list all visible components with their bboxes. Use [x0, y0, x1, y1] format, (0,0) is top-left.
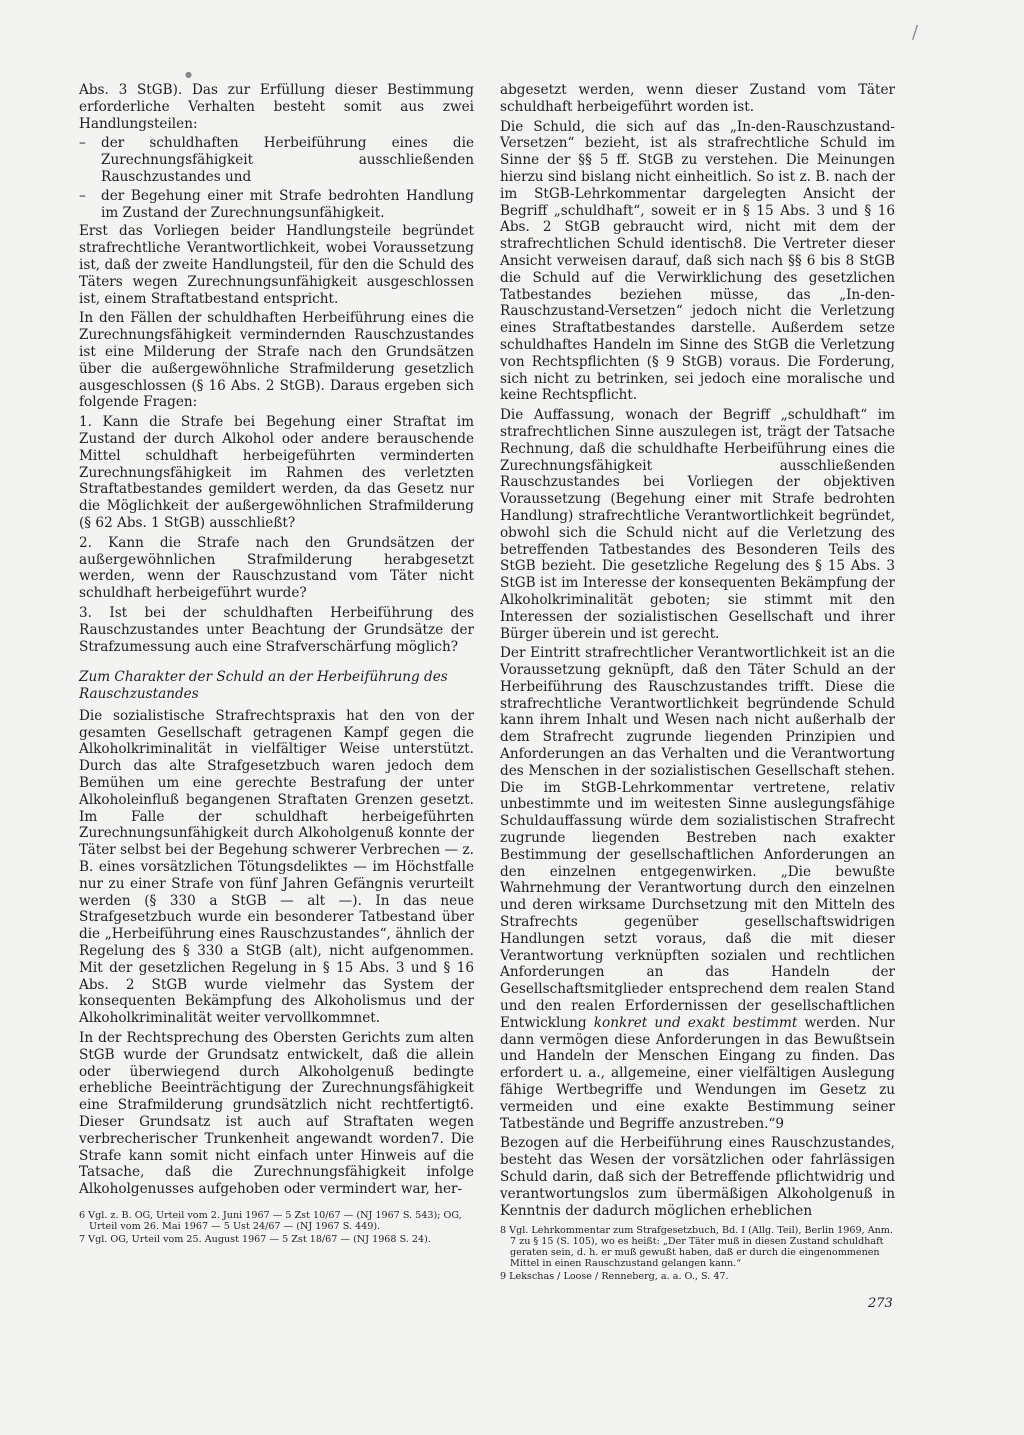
- question-1: 1. Kann die Strafe bei Begehung einer Straftat im Zustand der durch Alkohol oder andere berauschende Mittel schuldhaft herbeigeführten verminderten Zurechnungsfähigkeit im Rahmen des verletzten Straftatbestandes gemildert werden, da das Gesetz nur die Möglichkeit der außergewöhnlichen Strafmilderung (§ 62 Abs. 1 StGB) ausschließt?: [79, 414, 474, 531]
- footnote-7: 7 Vgl. OG, Urteil vom 25. August 1967 — 5 Zst 18/67 — (NJ 1968 S. 24).: [79, 1234, 431, 1245]
- question-3: 3. Ist bei der schuldhaften Herbeiführung des Rauschzustandes unter Beachtung der Grundsätze der Strafzumessung auch eine Strafverschärfung möglich?: [79, 604, 474, 655]
- emphasis-text: konkret und exakt bestimmt: [593, 1014, 798, 1031]
- right-column: [500, 82, 895, 1284]
- footnote-8: 8 Vgl. Lehrkommentar zum Strafgesetzbuch, Bd. I (Allg. Teil), Berlin 1969, Anm. 7 zu § 15 (S. 105), wo es heißt: „Der Täter muß in diesen Zustand schuldhaft geraten sein, d. h. er muß gewußt haben, daß er durch die eingenommenen Mittel in einen Rauschzustand gelangen kann.“: [500, 1225, 893, 1270]
- paragraph: In den Fällen der schuldhaften Herbeiführung eines die Zurechnungsfähigkeit vermindernden Rauschzustandes ist eine Milderung der Strafe nach den Grundsätzen über die außergewöhnliche Strafmilderung gesetzlich ausgeschlossen (§ 16 Abs. 2 StGB). Daraus ergeben sich folgende Fragen:: [79, 310, 474, 411]
- dash-item-text: der schuldhaften Herbeiführung eines die Zurechnungsfähigkeit ausschließenden Rauschzustandes und: [101, 135, 474, 185]
- paragraph: abgesetzt werden, wenn dieser Zustand vom Täter schuldhaft herbeigeführt worden ist.: [500, 82, 895, 115]
- scan-mark: ●: [185, 70, 192, 79]
- footnote-9: 9 Lekschas / Loose / Renneberg, a. a. O., S. 47.: [500, 1271, 729, 1283]
- intro-paragraph: Abs. 3 StGB). Das zur Erfüllung dieser Bestimmung erforderliche Verhalten besteht somit aus zwei Handlungsteilen:: [79, 82, 474, 132]
- quote-tail: werden. Nur dann vermögen diese Anforderungen in das Bewußtsein und Handeln der Menschen Eingang zu finden. Das erfordert u. a., allgemeine, einer vielfältigen Auslegung fähige Wertbegriffe und Wendungen im Gesetz zu vermeiden und eine exakte Bestimmung seiner Tatbestände und Begriffe anzustreben.“9: [500, 1014, 895, 1132]
- page-number: 273: [868, 1296, 893, 1311]
- scan-mark: /: [912, 22, 919, 43]
- dash-item: – der schuldhaften Herbeiführung eines die Zurechnungsfähigkeit ausschließenden Rauschzustandes und: [79, 135, 474, 185]
- left-column: [79, 82, 474, 1247]
- question-2: 2. Kann die Strafe nach den Grundsätzen der außergewöhnlichen Strafmilderung herabgesetzt werden, wenn der Rauschzustand vom Täter nicht schuldhaft herbeigeführt wurde?: [79, 534, 474, 602]
- dash-item: – der Begehung einer mit Strafe bedrohten Handlung im Zustand der Zurechnungsunfähigkeit.: [79, 187, 474, 221]
- dash-item-text: der Begehung einer mit Strafe bedrohten Handlung im Zustand der Zurechnungsunfähigkeit.: [101, 187, 474, 221]
- paragraph: In der Rechtsprechung des Obersten Gerichts zum alten StGB wurde der Grundsatz entwickelt, daß die allein oder überwiegend durch Alkoholgenuß bedingte erhebliche Beeinträchtigung der Zurechnungsfähigkeit eine Strafmilderung grundsätzlich nicht rechtfertigt6. Dieser Grundsatz ist auch auf Straftaten wegen verbrecherischer Trunkenheit angewandt worden7. Die Strafe kann somit nicht einfach unter Hinweis auf die Tatsache, daß die Zurechnungsfähigkeit infolge Alkoholgenusses aufgehoben oder vermindert war, her-: [79, 1030, 474, 1198]
- paragraph: Die Schuld, die sich auf das „In-den-Rauschzustand-Versetzen“ bezieht, ist als strafrechtliche Schuld im Sinne der §§ 5 ff. StGB zu verstehen. Die Meinungen hierzu sind bislang nicht einheitlich. So ist z. B. nach der im StGB-Lehrkommentar dargelegten Ansicht der Begriff „schuldhaft“, soweit er in § 15 Abs. 3 und § 16 Abs. 2 StGB gebraucht wird, nicht mit dem der strafrechtlichen Schuld identisch8. Die Vertreter dieser Ansicht verweisen darauf, daß sich nach §§ 6 bis 8 StGB die Schuld auf die Verwirklichung des gesetzlichen Tatbestandes beziehen müsse, das „In-den-Rauschzustand-Versetzen“ jedoch nicht die Verletzung eines Straftatbestandes darstelle. Außerdem setze schuldhaftes Handeln im Sinne des StGB die Verletzung von Rechtspflichten (§ 9 StGB) voraus. Die Forderung, sich nicht zu betrinken, sei jedoch eine moralische und keine Rechtspflicht.: [500, 118, 895, 404]
- paragraph: Bezogen auf die Herbeiführung eines Rauschzustandes, besteht das Wesen der vorsätzlichen oder fahrlässigen Schuld darin, daß sich der Betreffende pflichtwidrig und verantwortungslos zum übermäßigen Alkoholgenuß in Kenntnis der dadurch möglichen erheblichen: [500, 1135, 895, 1219]
- quote-text: Der Eintritt strafrechtlicher Verantwortlichkeit ist an die Voraussetzung geknüpft, daß den Täter Schuld an der Herbeiführung des Rauschzustandes trifft. Diese die strafrechtliche Verantwortlichkeit begründende Schuld kann ihrem Inhalt und Wesen nach nicht außerhalb der dem Strafrecht zugrunde liegenden Prinzipien und Anforderungen an das Verhalten und die Verantwortung des Menschen in der sozialistischen Gesellschaft stehen. Die im StGB-Lehrkommentar vertretene, relativ unbestimmte und im weitesten Sinne auslegungsfähige Schuldauffassung würde dem sozialistischen Strafrecht zugrunde liegenden Bestreben nach exakter Bestimmung der gesellschaftlichen Anforderungen an den einzelnen entgegenwirken. „Die bewußte Wahrnehmung der Verantwortung durch den einzelnen und deren wirksame Durchsetzung mit den Mitteln des Strafrechts gegenüber gesellschaftswidrigen Handlungen setzt voraus, daß die mit dieser Verantwortung verknüpften sozialen und rechtlichen Anforderungen an das Handeln der Gesellschaftsmitglieder entsprechend dem realen Stand und den realen Erfordernissen der gesellschaftlichen Entwicklung: [500, 645, 895, 1031]
- paragraph: Die Auffassung, wonach der Begriff „schuldhaft“ im strafrechtlichen Sinne auszulegen ist, trägt der Tatsache Rechnung, daß die schuldhafte Herbeiführung eines die Zurechnungsfähigkeit ausschließenden Rauschzustandes bei Vorliegen der objektiven Voraussetzung (Begehung einer mit Strafe bedrohten Handlung) strafrechtliche Verantwortlichkeit begründet, obwohl sich die Schuld nicht auf die Verletzung des betreffenden Tatbestandes des Besonderen Teils des StGB bezieht. Die gesetzliche Regelung des § 15 Abs. 3 StGB ist im Interesse der konsequenten Bekämpfung der Alkoholkriminalität geboten; sie stimmt mit den Interessen der sozialistischen Gesellschaft und ihrer Bürger überein und ist gerecht.: [500, 407, 895, 642]
- footnote-6: 6 Vgl. z. B. OG, Urteil vom 2. Juni 1967 — 5 Zst 10/67 — (NJ 1967 S. 543); OG, Urteil vom 26. Mai 1967 — 5 Ust 24/67 — (NJ 1967 S. 449).: [79, 1210, 462, 1232]
- paragraph: Erst das Vorliegen beider Handlungsteile begründet strafrechtliche Verantwortlichkeit, wobei Voraussetzung ist, daß der zweite Handlungsteil, für den die Schuld des Täters wegen Zurechnungsunfähigkeit ausgeschlossen ist, einem Straftatbestand entspricht.: [79, 223, 474, 307]
- paragraph-quote: [500, 645, 895, 1132]
- section-heading: Zum Charakter der Schuld an der Herbeiführung des Rauschzustandes: [79, 669, 448, 703]
- footnotes-right: [500, 1225, 895, 1282]
- paragraph: Die sozialistische Strafrechtspraxis hat den von der gesamten Gesellschaft getragenen Kampf gegen die Alkoholkriminalität in vielfältiger Weise unterstützt. Durch das alte Strafgesetzbuch waren jedoch dem Bemühen um eine gerechte Bestrafung der unter Alkoholeinfluß begangenen Straftaten Grenzen gesetzt. Im Falle der schuldhaft herbeigeführten Zurechnungsunfähigkeit durch Alkoholgenuß konnte der Täter selbst bei der Begehung schwerer Verbrechen — z. B. eines vorsätzlichen Tötungsdeliktes — im Höchstfalle nur zu einer Strafe von fünf Jahren Gefängnis verurteilt werden (§ 330 a StGB — alt —). In das neue Strafgesetzbuch wurde ein besonderer Tatbestand über die „Herbeiführung eines Rauschzustandes“, ähnlich der Regelung des § 330 a StGB (alt), nicht aufgenommen. Mit der gesetzlichen Regelung in § 15 Abs. 3 und § 16 Abs. 2 StGB wurde vielmehr das System der konsequenten Bekämpfung des Alkoholismus und der Alkoholkriminalität weiter vervollkommnet.: [79, 707, 474, 1027]
- footnotes-left: [79, 1210, 474, 1245]
